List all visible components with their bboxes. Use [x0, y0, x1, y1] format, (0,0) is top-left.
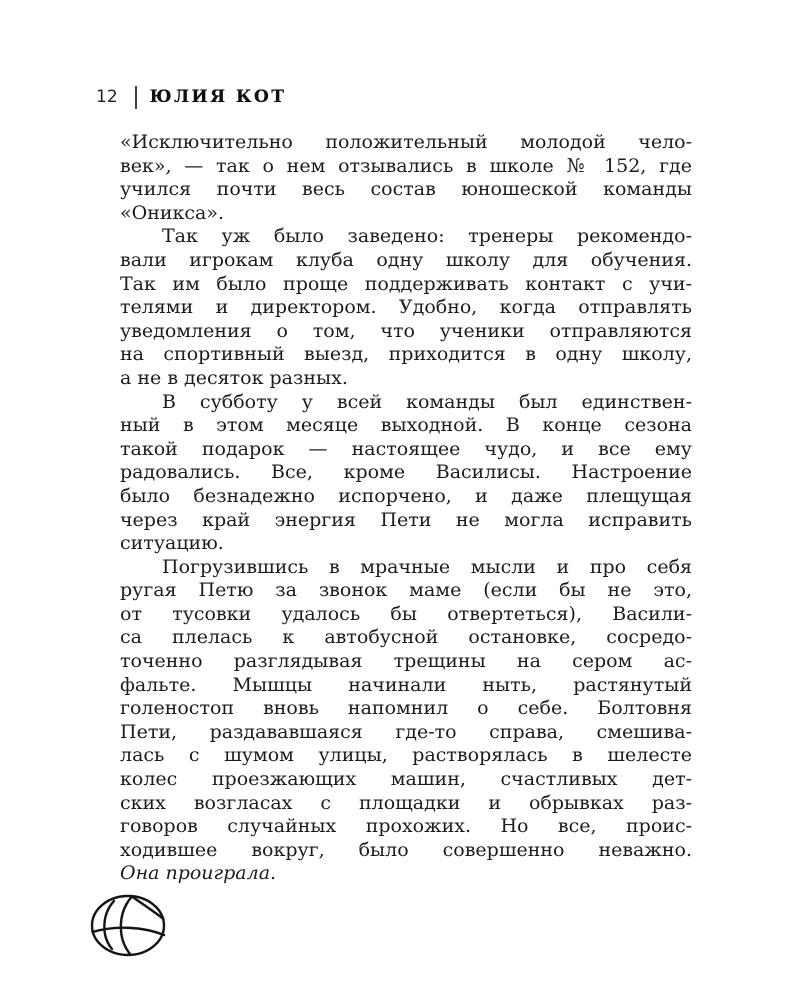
text-line: вали игрокам клуба одну школу для обучения. [120, 248, 692, 271]
header-divider [135, 86, 137, 109]
text-line: было безнадежно испорчено, и даже плещущая [120, 484, 692, 507]
text-line: ругая Петю за звонок маме (если бы не это, [120, 579, 692, 602]
text-line: колес проезжающих машин, счастливых дет- [120, 768, 692, 791]
text-line: голеностоп вновь напомнил о себе. Болтовня [120, 697, 692, 720]
text-line: «Исключительно положительный молодой чело- [120, 131, 692, 153]
text-line: Пети, раздававшаяся где-то справа, смешива- [120, 720, 692, 743]
text-line: са плелась к автобусной остановке, сосредо- [120, 626, 692, 649]
text-line: от тусовки удалось бы отвертеться), Васили- [120, 602, 692, 625]
text-line: говоров случайных прохожих. Но все, проис- [120, 815, 692, 838]
text-line: Она проиграла. [120, 862, 277, 885]
text-line: фальте. Мышцы начинали ныть, растянутый [120, 673, 692, 696]
text-line: такой подарок — настоящее чудо, и все ему [120, 437, 692, 460]
text-line: а не в десяток разных. [120, 366, 348, 389]
text-line: Погрузившись в мрачные мысли и про себя [162, 555, 692, 578]
basketball-icon [89, 894, 167, 957]
text-line: учился почти весь состав юношеской команды [120, 178, 692, 201]
text-line: ситуацию. [120, 532, 224, 555]
text-line: Так уж было заведено: тренеры рекомендо- [162, 225, 692, 248]
text-line: через край энергия Пети не могла исправить [120, 508, 692, 531]
text-line: точенно разглядывая трещины на сером ас- [120, 650, 692, 673]
text-line: В субботу у всей команды был единствен- [162, 390, 692, 413]
text-line: «Оникса». [120, 201, 225, 224]
page-text [120, 131, 692, 886]
text-line: век», — так о нем отзывались в школе № 152, где [120, 154, 692, 177]
text-line: Так им было проще поддерживать контакт с учи- [120, 272, 692, 295]
running-title: ЮЛИЯ КОТ [149, 87, 287, 107]
text-line: лась с шумом улицы, растворялась в шелесте [120, 744, 692, 767]
text-line: на спортивный выезд, приходится в одну школу, [120, 343, 692, 366]
text-line: радовались. Все, кроме Василисы. Настроение [120, 461, 692, 484]
text-line: ских возгласах с площадки и обрывках раз- [120, 791, 692, 814]
text-line: телями и директором. Удобно, когда отправлять [120, 296, 692, 319]
text-line: уведомления о том, что ученики отправляются [120, 319, 692, 342]
text-line: ходившее вокруг, было совершенно неважно. [120, 838, 692, 861]
page-header [96, 84, 286, 110]
text-line: ный в этом месяце выходной. В конце сезона [120, 414, 692, 437]
page-number: 12 [96, 87, 118, 107]
